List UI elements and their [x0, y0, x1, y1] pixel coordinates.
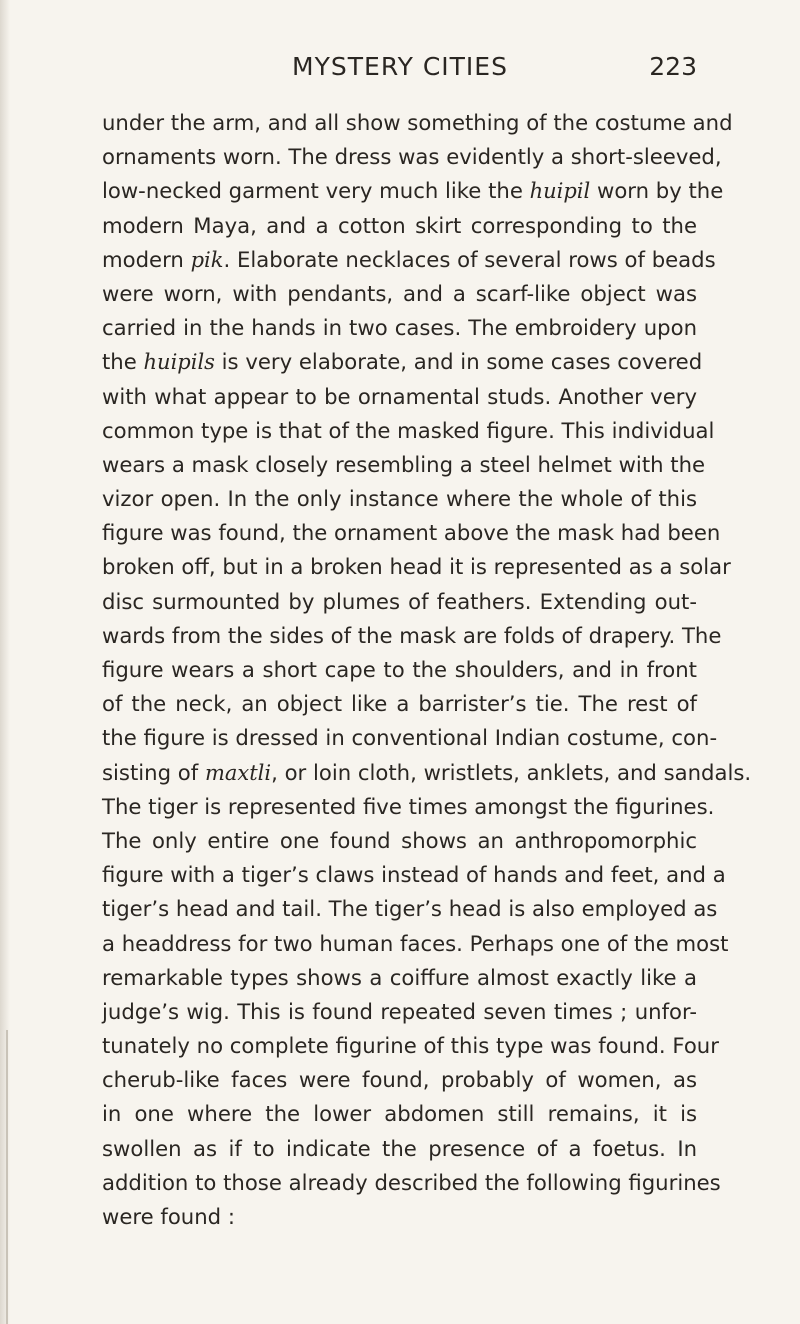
text-line [102, 1063, 697, 1097]
text-line [102, 961, 697, 995]
running-head [0, 52, 800, 82]
text-line [102, 106, 733, 140]
text-line [102, 414, 715, 448]
text-run: were worn, with pendants, and a scarf-like object was [102, 280, 697, 306]
text-line [102, 1200, 697, 1234]
text-line [102, 482, 697, 516]
text-run: tunately no complete figurine of this type was found. Four [102, 1033, 719, 1059]
text-run: modern [102, 246, 191, 272]
page-edge [6, 1030, 8, 1324]
text-run: low-necked garment very much like the [102, 178, 530, 204]
text-line [102, 892, 718, 926]
text-run: tiger’s head and tail. The tiger’s head is also employed as [102, 896, 718, 922]
text-run: modern Maya, and a cotton skirt corresponding to the [102, 212, 697, 238]
text-line [102, 140, 722, 174]
text-line [102, 209, 697, 243]
text-run: figure was found, the ornament above the mask had been [102, 520, 721, 546]
text-line [102, 380, 697, 414]
text-run: common type is that of the masked figure. This individual [102, 417, 715, 443]
text-run: the figure is dressed in conventional Indian costume, con- [102, 725, 718, 751]
text-run: figure wears a short cape to the shoulders, and in front [102, 657, 697, 682]
text-line [102, 277, 697, 311]
text-run: addition to those already described the following figurines [102, 1169, 721, 1195]
text-run: disc surmounted by plumes of feathers. Extending out- [102, 588, 697, 614]
text-run: remarkable types shows a coiffure almost exactly like a [102, 964, 697, 990]
text-run: under the arm, and all show something of the costume and [102, 110, 733, 135]
text-line [102, 345, 703, 379]
text-run: in one where the lower abdomen still remains, it is [102, 1101, 697, 1127]
text-line [102, 585, 697, 619]
text-line [102, 790, 715, 824]
text-line [102, 516, 721, 550]
text-line [102, 311, 697, 345]
text-run: . Elaborate necklaces of several rows of beads [223, 246, 716, 272]
text-run: sisting of [102, 759, 205, 785]
text-run: worn by the [590, 178, 724, 204]
text-line [102, 1029, 719, 1063]
text-run: of the neck, an object like a barrister’s tie. The rest of [102, 691, 697, 717]
text-run: cherub-like faces were found, probably of women, as [102, 1067, 697, 1093]
text-run: a headdress for two human faces. Perhaps one of the most [102, 930, 729, 956]
text-run: were found : [102, 1204, 235, 1229]
italic-term: maxtli [204, 760, 272, 785]
italic-term: huipil [529, 179, 591, 204]
text-run: figure with a tiger’s claws instead of hands and feet, and a [102, 862, 726, 888]
text-run: , or loin cloth, wristlets, anklets, and sandals. [271, 759, 752, 785]
body-text [102, 106, 752, 1234]
text-line [102, 1166, 721, 1200]
text-line [102, 653, 697, 687]
gutter-shadow [0, 0, 10, 1324]
text-line [102, 1132, 697, 1166]
text-line [102, 756, 752, 790]
running-title: MYSTERY CITIES [292, 52, 508, 81]
text-line [102, 448, 706, 482]
text-line [102, 721, 718, 755]
text-run: The only entire one found shows an anthropomorphic [102, 827, 697, 853]
text-line [102, 824, 697, 858]
text-run: with what appear to be ornamental studs. Another very [102, 383, 697, 409]
text-line [102, 1097, 697, 1131]
text-run: wards from the sides of the mask are folds of drapery. The [102, 622, 722, 648]
text-line [102, 927, 729, 961]
text-run: carried in the hands in two cases. The embroidery upon [102, 315, 697, 341]
text-run: the [102, 349, 144, 375]
text-run: vizor open. In the only instance where the whole of this [102, 486, 697, 512]
text-line [102, 619, 722, 653]
text-line [102, 174, 724, 208]
text-run: wears a mask closely resembling a steel helmet with the [102, 451, 706, 477]
text-line [102, 550, 731, 584]
text-line [102, 858, 726, 892]
text-run: The tiger is represented five times amongst the figurines. [102, 793, 715, 819]
text-run: is very elaborate, and in some cases covered [214, 349, 703, 375]
page-number: 223 [649, 52, 697, 81]
text-run: judge’s wig. This is found repeated seven times ; unfor- [102, 998, 697, 1024]
text-line [102, 243, 716, 277]
text-line [102, 995, 697, 1029]
italic-term: pik [190, 247, 224, 272]
text-run: ornaments worn. The dress was evidently a short-sleeved, [102, 144, 722, 170]
italic-term: huipils [143, 350, 215, 375]
text-line [102, 687, 697, 721]
text-run: swollen as if to indicate the presence of a foetus. In [102, 1135, 697, 1161]
text-run: broken off, but in a broken head it is represented as a solar [102, 554, 731, 580]
